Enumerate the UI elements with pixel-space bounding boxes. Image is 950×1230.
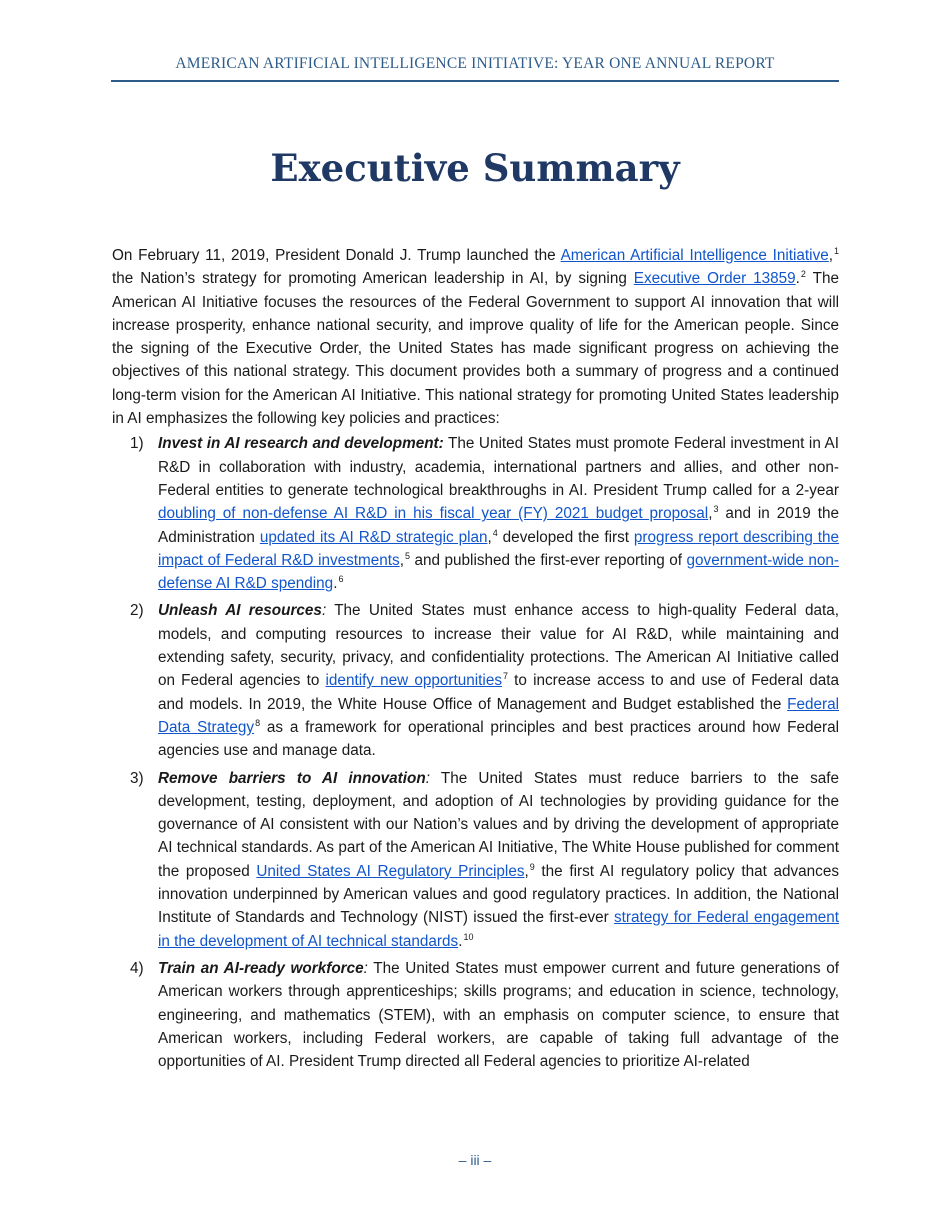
item-heading: Train an AI-ready workforce bbox=[158, 959, 364, 977]
rd-spending-link[interactable]: government-wide non-defense AI R&D spending bbox=[158, 551, 840, 593]
progress-report-link[interactable]: progress report describing the impact of Federal R&D investments bbox=[158, 528, 839, 569]
footnote-ref-8[interactable]: 8 bbox=[255, 717, 261, 728]
item-text: as a framework for operational principles and best practices around how Federal agencies use and manage data. bbox=[158, 718, 839, 760]
item-text: The United States must empower current and future generations of American workers through apprenticeships; skills programs; and education in science, technology, engineering, and mathematics (STEM), with an emphasis on computer science, to ensure that American workers, including Federal workers, are capable of taking full advantage of the opportunities of AI. President Trump directed all Federal agencies to prioritize AI-related bbox=[158, 959, 839, 1071]
item-text: The United States must promote Federal investment in AI R&D in collaboration with industry, academia, international partners and allies, and other non-Federal entities to generate technological breakthroughs in AI. President Trump called for a 2-year bbox=[158, 435, 839, 499]
list-number: 1) bbox=[130, 435, 144, 453]
new-opportunities-link[interactable]: identify new opportunities bbox=[325, 672, 502, 690]
federal-data-strategy-link[interactable]: Federal Data Strategy bbox=[158, 695, 839, 736]
list-number: 3) bbox=[130, 769, 144, 787]
item-text: developed the first bbox=[497, 528, 634, 546]
item-text: the first AI regulatory policy that advances innovation underpinned by American values and good regulatory practices. In addition, the National Institute of Standards and Technology (NIST) issued the first-ever bbox=[158, 862, 839, 927]
footnote-ref-9[interactable]: 9 bbox=[529, 861, 535, 872]
list-item: 4) Train an AI-ready workforce: The United States must empower current and future generations of American workers through apprenticeships; skills programs; and education in science, technology, engineering, and mathematics (STEM), with an emphasis on computer science, to ensure that American workers, including Federal workers, are capable of taking full advantage of the opportunities of AI. President Trump directed all Federal agencies to prioritize AI-related bbox=[112, 957, 839, 1073]
american-ai-initiative-link[interactable]: American Artificial Intelligence Initiative bbox=[560, 247, 829, 264]
intro-text-2: the Nation’s strategy for promoting American leadership in AI, by signing bbox=[112, 270, 634, 288]
running-header: AMERICAN ARTIFICIAL INTELLIGENCE INITIATIVE: YEAR ONE ANNUAL REPORT bbox=[175, 55, 775, 72]
intro-text-3: The American AI Initiative focuses the resources of the Federal Government to support AI innovation that will increase prosperity, enhance national security, and improve quality of life for the American people. Since the signing of the Executive Order, the United States has made significant progress on achieving the objectives of this national strategy. This document provides both a summary of progress and a continued long-term vision for the American AI Initiative. This national strategy for promoting United States leadership in AI emphasizes the following key policies and practices: bbox=[112, 270, 839, 428]
item-text: to increase access to and use of Federal data and models. In 2019, the White House Office of Management and Budget established the bbox=[158, 672, 839, 713]
item-text: The United States must reduce barriers to the safe development, testing, deployment, and adoption of AI technologies by providing guidance for the governance of AI consistent with our Nation’s values and by driving the development of appropriate AI technical standards. As part of the American AI Initiative, The White House published for comment the proposed bbox=[158, 769, 839, 880]
list-item: 1) Invest in AI research and development: The United States must promote Federal investment in AI R&D in collaboration with industry, academia, international partners and allies, and other non-Federal entities to generate technological breakthroughs in AI. President Trump called for a 2-year doubling of non-defense AI R&D in his fiscal year (FY) 2021 budget proposal,$^3$ and in 2019 the Administration updated its AI R&D strategic plan,$^4$ developed the first progress report describing the impact of Federal R&D investments,$^5$ and published the first-ever reporting of government-wide non-defense AI R&D spending.$^6$ bbox=[112, 432, 839, 595]
footnote-ref-1[interactable]: 1 bbox=[833, 246, 839, 256]
page-number: – iii – bbox=[458, 1152, 492, 1168]
regulatory-principles-link[interactable]: United States AI Regulatory Principles bbox=[256, 862, 525, 880]
item-text: The United States must enhance access to high-quality Federal data, models, and computing resources to increase their value for AI R&D, while maintaining and extending safety, security, privacy, and confidentiality protections. The American AI Initiative called on Federal agencies to bbox=[158, 602, 839, 690]
footnote-ref-4[interactable]: 4 bbox=[492, 527, 498, 538]
footnote-ref-5[interactable]: 5 bbox=[404, 550, 410, 561]
footnote-ref-6[interactable]: 6 bbox=[338, 574, 344, 585]
list-item: 3) Remove barriers to AI innovation: The United States must reduce barriers to the safe development, testing, deployment, and adoption of AI technologies by providing guidance for the governance of AI consistent with our Nation’s values and by driving the development of appropriate AI technical standards. As part of the American AI Initiative, The White House published for comment the proposed United States AI Regulatory Principles,$^9$ the first AI regulatory policy that advances innovation underpinned by American values and good regulatory practices. In addition, the National Institute of Standards and Technology (NIST) issued the first-ever strategy for Federal engagement in the development of AI technical standards.$^{10}$ bbox=[112, 767, 839, 953]
key-policies-list bbox=[112, 432, 839, 1073]
item-text: and in 2019 the Administration bbox=[158, 505, 839, 546]
item-heading: Unleash AI resources bbox=[158, 602, 322, 620]
item-heading: Invest in AI research and development: bbox=[158, 435, 444, 453]
list-item: 2) Unleash AI resources: The United States must enhance access to high-quality Federal data, models, and computing resources to increase their value for AI R&D, while maintaining and extending safety, security, privacy, and confidentiality protections. The American AI Initiative called on Federal agencies to identify new opportunities$^7$ to increase access to and use of Federal data and models. In 2019, the White House Office of Management and Budget established the Federal Data Strategy$^8$ as a framework for operational principles and best practices around how Federal agencies use and manage data. bbox=[112, 599, 839, 762]
strategic-plan-link[interactable]: updated its AI R&D strategic plan bbox=[259, 528, 488, 546]
list-number: 4) bbox=[130, 959, 144, 977]
item-heading: Remove barriers to AI innovation bbox=[158, 769, 426, 787]
footnote-ref-2[interactable]: 2 bbox=[800, 269, 806, 280]
item-text: and published the first-ever reporting of bbox=[409, 551, 687, 569]
footnote-ref-7[interactable]: 7 bbox=[502, 671, 508, 682]
intro-text-1: On February 11, 2019, President Donald J. Trump launched the bbox=[112, 247, 561, 264]
body-text bbox=[112, 244, 839, 1077]
header-rule bbox=[111, 80, 839, 82]
executive-order-link[interactable]: Executive Order 13859 bbox=[633, 270, 796, 288]
budget-proposal-link[interactable]: doubling of non-defense AI R&D in his fiscal year (FY) 2021 budget proposal bbox=[158, 505, 709, 523]
footnote-ref-10[interactable]: 10 bbox=[463, 931, 474, 942]
technical-standards-link[interactable]: strategy for Federal engagement in the development of AI technical standards bbox=[158, 909, 839, 950]
intro-paragraph: On February 11, 2019, President Donald J. Trump launched the American Artificial Intelligence Initiative,$^1$ the Nation’s strategy for promoting American leadership in AI, by signing Executive Order 13859.$^2$ The American AI Initiative focuses the resources of the Federal Government to support AI innovation that will increase prosperity, enhance national security, and improve quality of life for the American people. Since the signing of the Executive Order, the United States has made significant progress on achieving the objectives of this national strategy. This document provides both a summary of progress and a continued long-term vision for the American AI Initiative. This national strategy for promoting United States leadership in AI emphasizes the following key policies and practices: bbox=[112, 246, 839, 428]
footnote-ref-3[interactable]: 3 bbox=[713, 504, 719, 515]
list-number: 2) bbox=[130, 602, 144, 620]
page-title: Executive Summary bbox=[270, 146, 680, 190]
